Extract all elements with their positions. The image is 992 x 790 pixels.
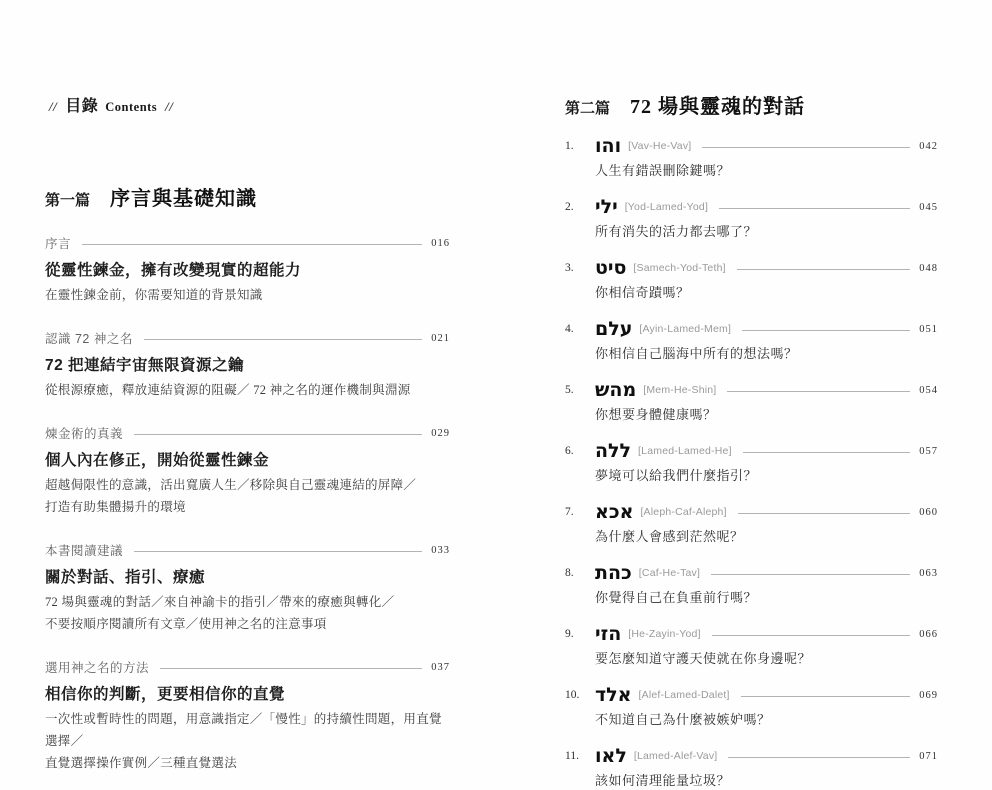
toc-entry-head <box>45 658 450 676</box>
transliteration: [Caf-He-Tav] <box>638 567 701 579</box>
toc-entry-subtitle: 相信你的判斷，更要相信你的直覺 <box>45 686 286 703</box>
desc-line: 不要按順序閱讀所有文章／使用神之名的注意事項 <box>45 617 327 631</box>
item-question: 你相信自己腦海中所有的想法嗎？ <box>595 346 798 361</box>
page-number: 057 <box>919 445 938 457</box>
hebrew-name: ילי <box>595 196 618 218</box>
item-number: 1. <box>565 140 574 152</box>
dialogue-item-head <box>565 439 938 463</box>
toc-entry-head <box>45 424 450 442</box>
item-question: 不知道自己為什麼被嫉妒嗎？ <box>595 712 771 727</box>
leader-line <box>702 147 910 148</box>
leader-line <box>134 551 422 552</box>
page-number: 033 <box>431 544 450 556</box>
toc-title: 目錄 <box>65 98 99 115</box>
toc-entry-desc <box>45 474 450 518</box>
toc-entry-label: 本書閱讀建議 <box>45 544 124 558</box>
toc-entry <box>45 329 450 401</box>
toc-left-page <box>45 93 450 774</box>
dialogue-item <box>565 195 938 241</box>
toc-title-en: Contents <box>105 100 158 114</box>
transliteration: [Samech-Yod-Teth] <box>633 262 726 274</box>
item-question: 為什麼人會感到茫然呢？ <box>595 529 744 544</box>
dialogue-item-head <box>565 683 938 707</box>
page-number: 054 <box>919 384 938 396</box>
item-number: 11. <box>565 750 579 762</box>
page-number: 063 <box>919 567 938 579</box>
toc-entry-head <box>45 329 450 347</box>
toc-entry-desc <box>45 284 450 306</box>
item-number: 4. <box>565 323 574 335</box>
leader-line <box>742 330 910 331</box>
transliteration: [Vav-He-Vav] <box>628 140 692 152</box>
hebrew-name: הזי <box>595 623 622 645</box>
toc-entry-head <box>45 234 450 252</box>
desc-line: 一次性或暫時性的問題，用意識指定／「慢性」的持續性問題，用直覺選擇／ <box>45 712 442 748</box>
item-number: 9. <box>565 628 574 640</box>
hebrew-name: לאו <box>595 745 627 767</box>
page-number: 069 <box>919 689 938 701</box>
item-question: 你想要身體健康嗎？ <box>595 407 717 422</box>
item-number: 3. <box>565 262 574 274</box>
page-number: 060 <box>919 506 938 518</box>
page-number: 029 <box>431 427 450 439</box>
item-number: 2. <box>565 201 574 213</box>
dialogue-item <box>565 134 938 180</box>
toc-entry-desc <box>45 379 450 401</box>
toc-entry-label: 選用神之名的方法 <box>45 661 150 675</box>
page-number: 021 <box>431 332 450 344</box>
toc-entry <box>45 658 450 774</box>
item-question: 該如何清理能量垃圾？ <box>595 773 731 788</box>
part1-heading <box>45 182 450 211</box>
toc-entry-label: 序言 <box>45 237 72 251</box>
page-number: 045 <box>919 201 938 213</box>
dialogue-item <box>565 378 938 424</box>
dialogue-item-head <box>565 317 938 341</box>
item-number: 7. <box>565 506 574 518</box>
desc-line: 打造有助集體揚升的環境 <box>45 500 186 514</box>
desc-line: 在靈性鍊金前，你需要知道的背景知識 <box>45 288 263 302</box>
hebrew-name: מהש <box>595 379 637 401</box>
transliteration: [Ayin-Lamed-Mem] <box>639 323 732 335</box>
transliteration: [Aleph-Caf-Aleph] <box>640 506 727 518</box>
leader-line <box>737 269 911 270</box>
leader-line <box>711 574 910 575</box>
toc-entry <box>45 541 450 635</box>
dialogue-item <box>565 317 938 363</box>
part2-heading <box>565 90 938 119</box>
toc-entry-desc <box>45 591 450 635</box>
leader-line <box>738 513 911 514</box>
toc-entry-label: 認識 72 神之名 <box>45 332 133 346</box>
hebrew-name: אלד <box>595 684 632 706</box>
dialogue-item <box>565 683 938 729</box>
dialogue-item-head <box>565 622 938 646</box>
item-number: 5. <box>565 384 574 396</box>
hebrew-name: סיט <box>595 257 627 279</box>
part2-title: 72 場與靈魂的對話 <box>630 96 806 118</box>
dialogue-item <box>565 561 938 607</box>
leader-line <box>712 635 911 636</box>
dialogue-item-head <box>565 500 938 524</box>
item-question: 你覺得自己在負重前行嗎？ <box>595 590 758 605</box>
desc-line: 72 場與靈魂的對話／來自神諭卡的指引／帶來的療癒與轉化／ <box>45 595 395 609</box>
toc-entry <box>45 424 450 518</box>
item-number: 8. <box>565 567 574 579</box>
desc-line: 直覺選擇操作實例／三種直覺選法 <box>45 756 238 770</box>
leader-line <box>144 339 422 340</box>
toc-entry-desc <box>45 708 450 774</box>
item-question: 夢境可以給我們什麼指引？ <box>595 468 758 483</box>
desc-line: 從根源療癒，釋放連結資源的阻礙／ 72 神之名的運作機制與淵源 <box>45 383 411 397</box>
item-question: 要怎麼知道守護天使就在你身邊呢？ <box>595 651 812 666</box>
page-number: 066 <box>919 628 938 640</box>
transliteration: [Mem-He-Shin] <box>643 384 717 396</box>
part1-title: 序言與基礎知識 <box>110 188 258 210</box>
leader-line <box>160 668 422 669</box>
item-number: 6. <box>565 445 574 457</box>
desc-line: 超越侷限性的意識，活出寬廣人生／移除與自己靈魂連結的屏障／ <box>45 478 417 492</box>
dialogue-item-head <box>565 744 938 768</box>
toc-entry-head <box>45 541 450 559</box>
dialogue-item-head <box>565 256 938 280</box>
item-question: 人生有錯誤刪除鍵嗎？ <box>595 163 731 178</box>
transliteration: [He-Zayin-Yod] <box>628 628 701 640</box>
toc-entry-subtitle: 關於對話、指引、療癒 <box>45 569 206 586</box>
part1-label: 第一篇 <box>45 193 91 209</box>
hebrew-name: עלם <box>595 318 633 340</box>
hebrew-name: אכא <box>595 501 634 523</box>
dialogue-item <box>565 744 938 790</box>
dialogue-item-head <box>565 561 938 585</box>
toc-entry-subtitle: 個人內在修正，開始從靈性鍊金 <box>45 452 270 469</box>
decorative-slashes: // <box>165 99 174 114</box>
part2-label: 第二篇 <box>565 101 611 117</box>
page-number: 051 <box>919 323 938 335</box>
page-number: 071 <box>919 750 938 762</box>
page-number: 048 <box>919 262 938 274</box>
part1-entries <box>45 234 450 774</box>
transliteration: [Lamed-Alef-Vav] <box>633 750 718 762</box>
dialogue-item-head <box>565 134 938 158</box>
leader-line <box>719 208 910 209</box>
hebrew-name: כהת <box>595 562 632 584</box>
item-number: 10. <box>565 689 580 701</box>
page-number: 037 <box>431 661 450 673</box>
item-question: 所有消失的活力都去哪了？ <box>595 224 758 239</box>
dialogue-item-head <box>565 195 938 219</box>
part2-dialogue-list <box>565 134 938 790</box>
hebrew-name: ללה <box>595 440 632 462</box>
hebrew-name: והו <box>595 135 622 157</box>
decorative-slashes: // <box>49 99 58 114</box>
leader-line <box>727 391 910 392</box>
transliteration: [Yod-Lamed-Yod] <box>624 201 709 213</box>
toc-entry <box>45 234 450 306</box>
toc-header <box>45 93 450 116</box>
leader-line <box>134 434 422 435</box>
toc-entry-label: 煉金術的真義 <box>45 427 124 441</box>
leader-line <box>728 757 910 758</box>
leader-line <box>743 452 911 453</box>
dialogue-item <box>565 439 938 485</box>
leader-line <box>741 696 911 697</box>
toc-right-page <box>565 90 938 790</box>
toc-entry-subtitle: 72 把連結宇宙無限資源之鑰 <box>45 357 245 374</box>
transliteration: [Lamed-Lamed-He] <box>638 445 732 457</box>
dialogue-item <box>565 256 938 302</box>
dialogue-item <box>565 500 938 546</box>
transliteration: [Alef-Lamed-Dalet] <box>638 689 730 701</box>
page-number: 042 <box>919 140 938 152</box>
toc-entry-subtitle: 從靈性鍊金，擁有改變現實的超能力 <box>45 262 302 279</box>
item-question: 你相信奇蹟嗎？ <box>595 285 690 300</box>
dialogue-item-head <box>565 378 938 402</box>
dialogue-item <box>565 622 938 668</box>
page-number: 016 <box>431 237 450 249</box>
leader-line <box>82 244 422 245</box>
